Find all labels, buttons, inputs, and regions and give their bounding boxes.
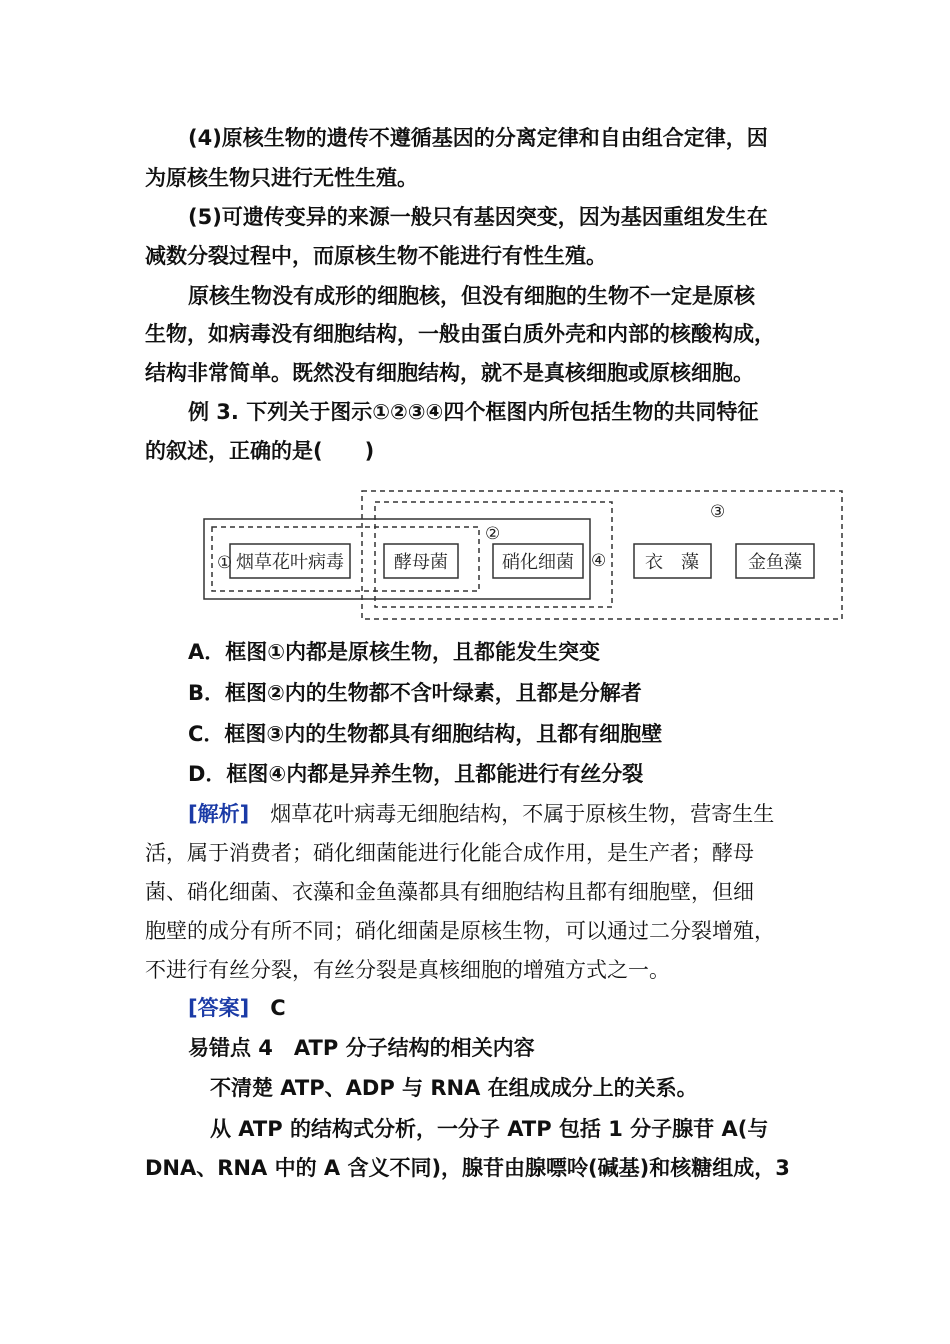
answer-line [188,994,286,1022]
box-1-label: ① [217,553,233,573]
analysis-line: 胞壁的成分有所不同；硝化细菌是原核生物，可以通过二分裂增殖， [145,919,775,943]
paragraph-line: 为原核生物只进行无性生殖。 [145,166,418,190]
paragraph-line: 原核生物没有成形的细胞核，但没有细胞的生物不一定是原核 [188,284,755,308]
analysis-text: 烟草花叶病毒无细胞结构，不属于原核生物，营寄生生 [249,802,775,826]
organism-virus: 烟草花叶病毒 [236,552,344,573]
paragraph-line: 减数分裂过程中，而原核生物不能进行有性生殖。 [145,244,607,268]
box-3-label: ③ [710,502,726,522]
paragraph-line: (4)原核生物的遗传不遵循基因的分离定律和自由组合定律，因 [188,126,768,150]
box-4-label: ④ [591,551,607,571]
paragraph-line: (5)可遗传变异的来源一般只有基因突变，因为基因重组发生在 [188,205,768,229]
organism-yizao: 衣 藻 [645,552,699,573]
section-heading: 易错点 4 ATP 分子结构的相关内容 [188,1036,535,1060]
paragraph-line: DNA、RNA 中的 A 含义不同)，腺苷由腺嘌呤(碱基)和核糖组成，3 [145,1156,790,1180]
option-c: C．框图③内的生物都具有细胞结构，且都有细胞壁 [188,722,663,746]
paragraph-line: 生物，如病毒没有细胞结构，一般由蛋白质外壳和内部的核酸构成， [145,322,775,346]
option-a: A．框图①内都是原核生物，且都能发生突变 [188,640,601,664]
analysis-line [188,800,774,828]
analysis-tag: [解析] [188,802,250,826]
organism-yeast: 酵母菌 [394,552,448,573]
box-2-label: ② [485,524,501,544]
option-d: D．框图④内都是异养生物，且都能进行有丝分裂 [188,762,644,786]
option-b: B．框图②内的生物都不含叶绿素，且都是分解者 [188,681,642,705]
paragraph-line: 从 ATP 的结构式分析，一分子 ATP 包括 1 分子腺苷 A(与 [210,1117,769,1141]
organism-nitrifying: 硝化细菌 [502,552,574,573]
answer-value: C [249,996,286,1020]
question-stem: 例 3. 下列关于图示①②③④四个框图内所包括生物的共同特征 [188,400,759,424]
analysis-line: 不进行有丝分裂，有丝分裂是真核细胞的增殖方式之一。 [145,958,670,982]
classification-diagram [200,488,845,624]
analysis-line: 菌、硝化细菌、衣藻和金鱼藻都具有细胞结构且都有细胞壁，但细 [145,880,754,904]
answer-tag: [答案] [188,996,250,1020]
paragraph-line: 结构非常简单。既然没有细胞结构，就不是真核细胞或原核细胞。 [145,361,754,385]
question-stem: 的叙述，正确的是( ) [145,439,375,463]
analysis-line: 活，属于消费者；硝化细菌能进行化能合成作用，是生产者；酵母 [145,841,754,865]
organism-jinyuzao: 金鱼藻 [748,552,802,573]
paragraph-line: 不清楚 ATP、ADP 与 RNA 在组成成分上的关系。 [210,1076,698,1100]
